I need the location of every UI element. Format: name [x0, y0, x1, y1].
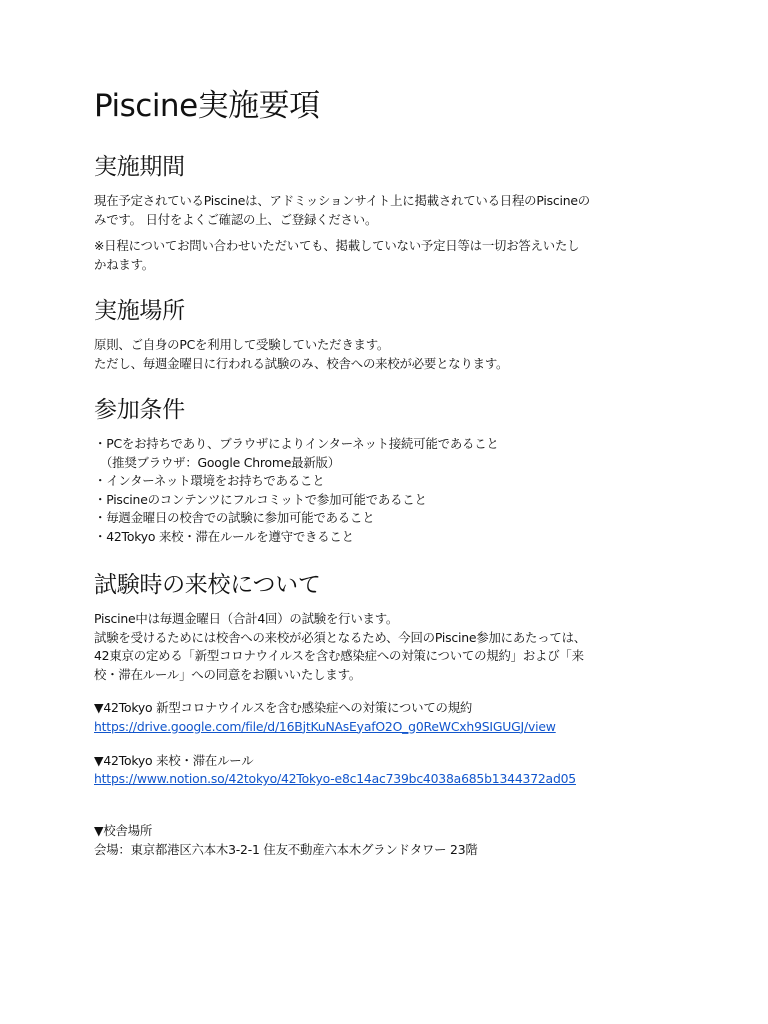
period-paragraph-2: [94, 237, 684, 274]
period-paragraph-2-line: ※日程についてお問い合わせいただいても、掲載していない予定日等は一切お答えいたし: [94, 238, 580, 253]
venue-line: ただし、毎週金曜日に行われる試験のみ、校舎への来校が必要となります。: [94, 355, 509, 371]
period-paragraph-1-line: 現在予定されているPiscineは、アドミッションサイト上に掲載されている日程のPiscineの: [94, 193, 590, 208]
conditions-item: （推奨ブラウザ：Google Chrome最新版）: [94, 454, 340, 470]
venue-paragraph: [94, 336, 684, 373]
exam-line: 校・滞在ルール」への同意をお願いいたします。: [94, 666, 361, 682]
section-heading-period: 実施期間: [94, 154, 185, 180]
exam-line: 試験を受けるためには校舎への来校が必須となるため、今回のPiscine参加にあたっては、: [94, 629, 586, 645]
conditions-list: [94, 435, 684, 546]
campus-location-label: ▼校舎場所: [94, 823, 153, 838]
venue-line: 原則、ご自身のPCを利用して受験していただきます。: [94, 337, 390, 352]
exam-paragraph: [94, 610, 684, 684]
section-heading-venue: 実施場所: [94, 298, 185, 324]
conditions-item: ・毎週金曜日の校舎での試験に参加可能であること: [94, 510, 375, 525]
period-paragraph-1: [94, 192, 684, 229]
period-paragraph-1-line: みです。 日付をよくご確認の上、ご登録ください。: [94, 211, 378, 227]
campus-rules-link[interactable]: https://www.notion.so/42tokyo/42Tokyo-e8c14ac739bc4038a685b1344372ad05: [94, 771, 576, 786]
period-paragraph-2-line: かねます。: [94, 256, 154, 272]
conditions-item: ・インターネット環境をお持ちであること: [94, 473, 325, 488]
page-title: Piscine実施要項: [94, 88, 320, 124]
conditions-item: ・Piscineのコンテンツにフルコミットで参加可能であること: [94, 491, 427, 507]
conditions-item: ・42Tokyo 来校・滞在ルールを遵守できること: [94, 528, 354, 544]
exam-line: 42東京の定める「新型コロナウイルスを含む感染症への対策についての規約」および「来: [94, 648, 584, 663]
campus-rules-label: ▼42Tokyo 来校・滞在ルール: [94, 752, 254, 768]
exam-line: Piscine中は毎週金曜日（合計4回）の試験を行います。: [94, 611, 399, 626]
covid-rules-block: [94, 699, 684, 736]
section-heading-conditions: 参加条件: [94, 397, 185, 423]
campus-address: 会場：東京都港区六本木3-2-1 住友不動産六本木グランドタワー 23階: [94, 841, 478, 857]
conditions-item: ・PCをお持ちであり、ブラウザによりインターネット接続可能であること: [94, 436, 499, 451]
campus-location-block: [94, 822, 684, 859]
document-page: [94, 84, 684, 859]
campus-rules-block: [94, 752, 684, 789]
section-heading-exam: 試験時の来校について: [94, 572, 321, 598]
covid-rules-label: ▼42Tokyo 新型コロナウイルスを含む感染症への対策についての規約: [94, 700, 473, 715]
covid-rules-link[interactable]: https://drive.google.com/file/d/16BjtKuNAsEyafO2O_g0ReWCxh9SIGUGJ/view: [94, 718, 556, 734]
